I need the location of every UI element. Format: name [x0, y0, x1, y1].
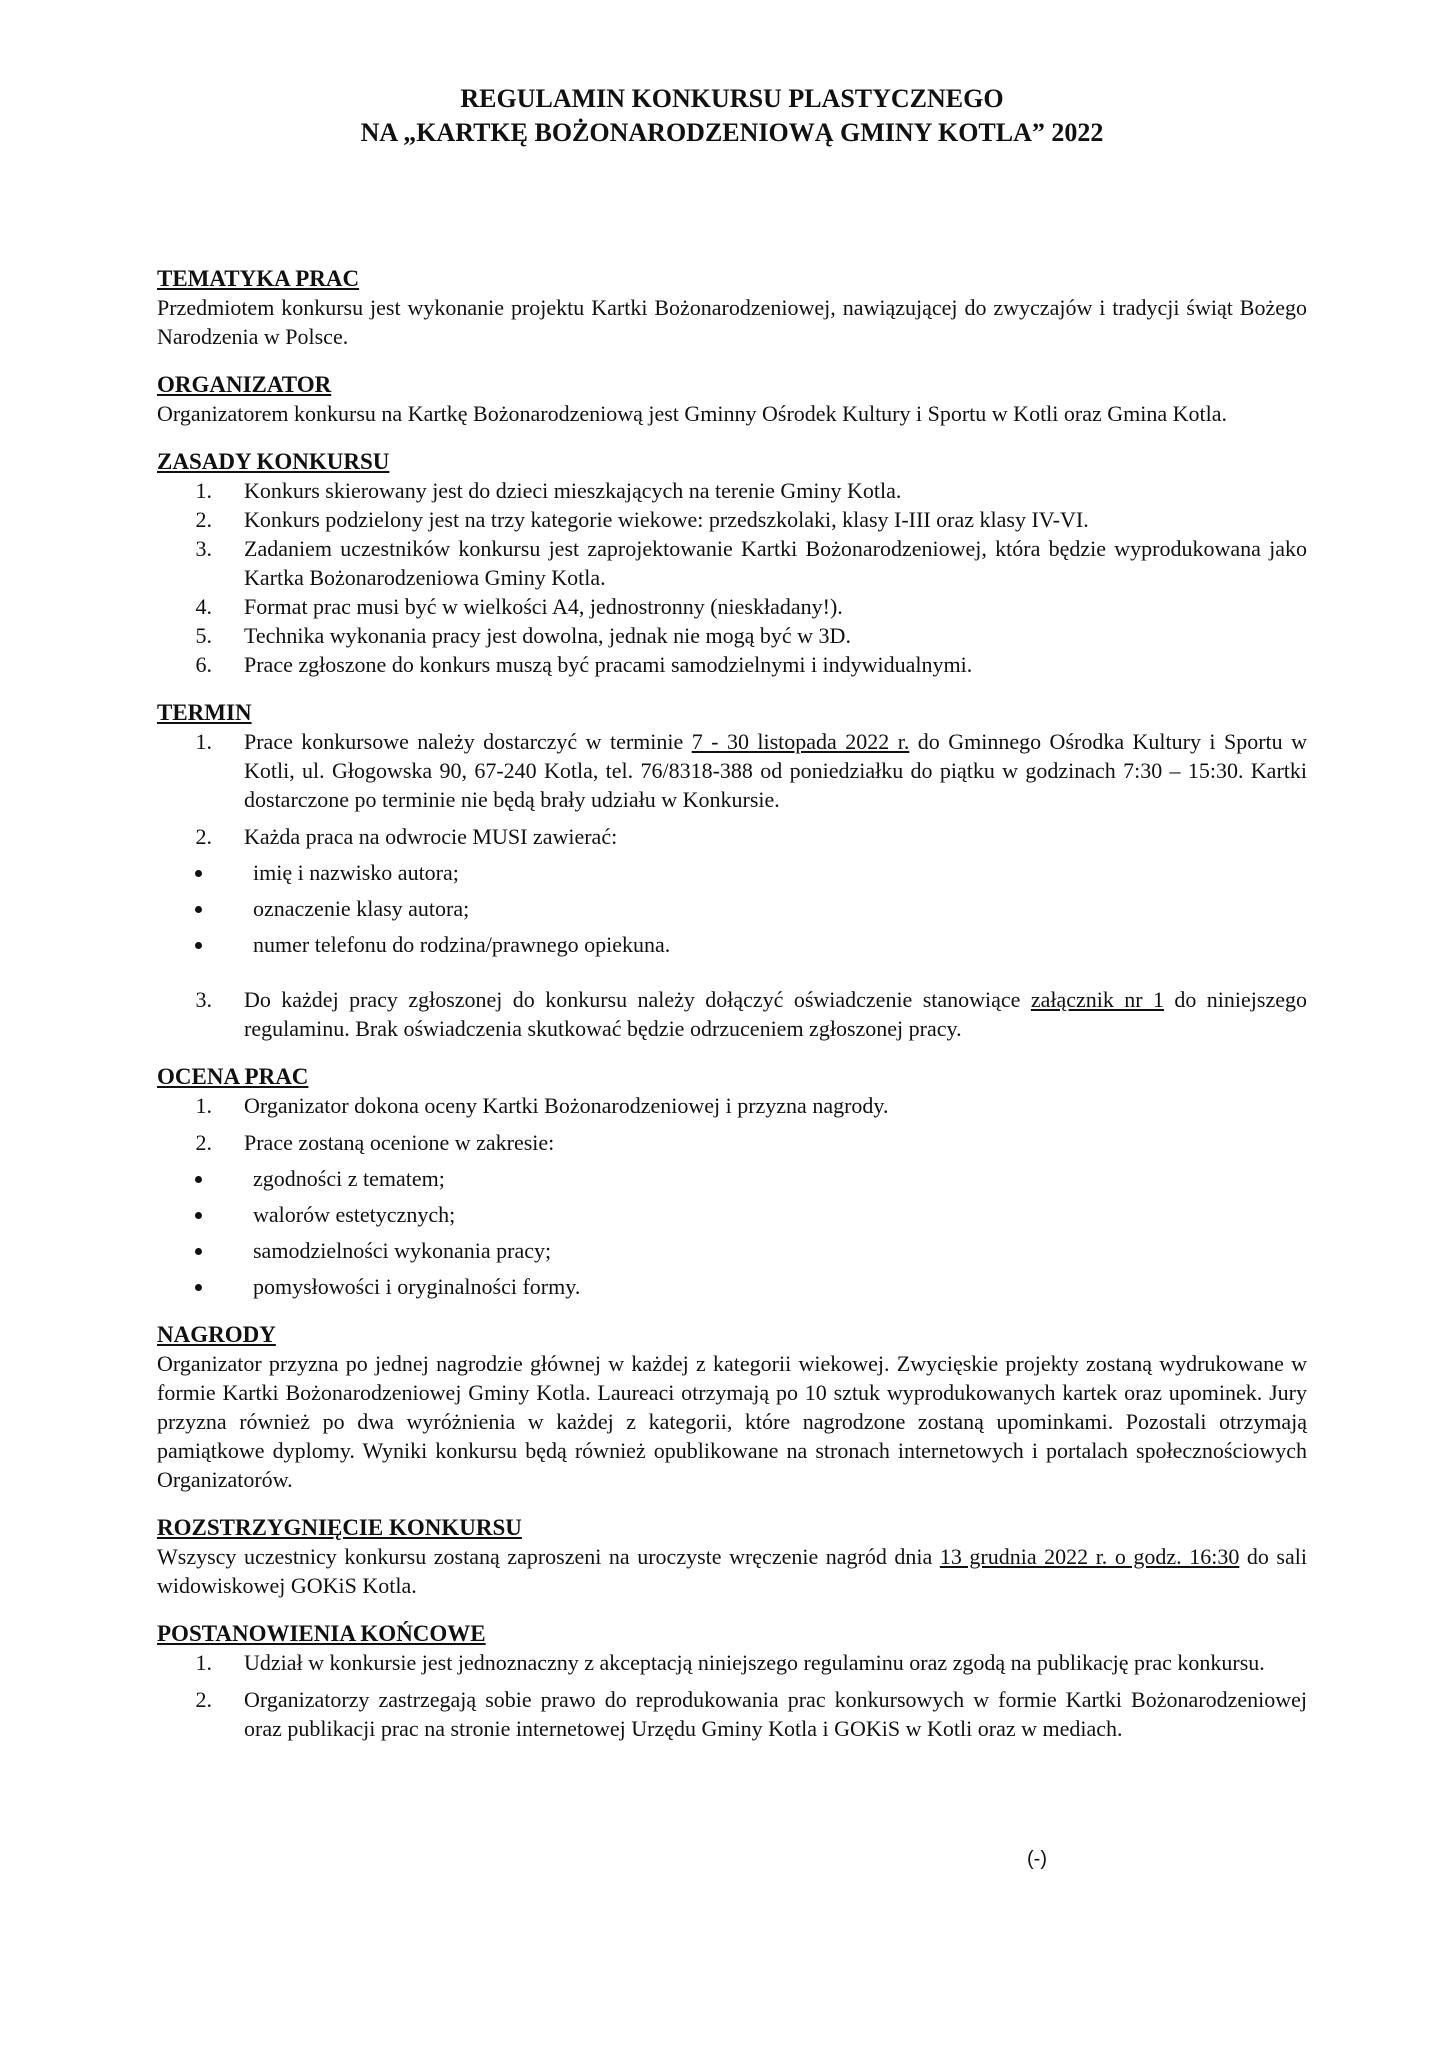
item-text-part: Prace konkursowe należy dostarczyć w terminie — [244, 729, 692, 754]
bullet-item — [157, 1236, 1307, 1265]
item-text: Konkurs podzielony jest na trzy kategorie wiekowe: przedszkolaki, klasy I-III oraz klasy IV-VI. — [244, 507, 1089, 532]
section-heading: ORGANIZATOR — [157, 372, 332, 397]
item-text: Każda praca na odwrocie MUSI zawierać: — [244, 824, 618, 849]
list-item — [157, 1685, 1307, 1743]
item-number: 1. — [195, 1650, 212, 1675]
section-heading: TERMIN — [157, 700, 252, 725]
bullet-text: zgodności z tematem; — [253, 1166, 445, 1191]
title-line-2: NA „KARTKĘ BOŻONARODZENIOWĄ GMINY KOTLA” 2022 — [360, 118, 1104, 147]
section-ocena — [157, 1063, 1307, 1301]
section-heading: ROZSTRZYGNIĘCIE KONKURSU — [157, 1515, 522, 1540]
section-postanowienia — [157, 1620, 1307, 1743]
item-text-part: do Gminnego Ośrodka Kultury i Sportu w Kotli, ul. Głogowska 90, 67-240 Kotla, tel. 76/8318-388 od poniedziałku do piątku w godzinach 7:30 – 15:30. Kartki dostarczone po terminie nie będą brały udziału w Konkursie. — [244, 729, 1307, 812]
bullet-text: imię i nazwisko autora; — [253, 860, 459, 885]
section-rozstrzygniecie — [157, 1514, 1307, 1600]
section-heading: TEMATYKA PRAC — [157, 266, 360, 291]
item-number: 1. — [195, 729, 212, 754]
section-text — [157, 1542, 1307, 1600]
section-text: Przedmiotem konkursu jest wykonanie projektu Kartki Bożonarodzeniowej, nawiązującej do zwyczajów i tradycji świąt Bożego Narodzenia w Polsce. — [157, 295, 1307, 349]
section-organizator — [157, 371, 1307, 428]
list-item — [157, 650, 1307, 679]
bullet-icon — [157, 1200, 253, 1229]
item-text-part: Do każdej pracy zgłoszonej do konkursu należy dołączyć oświadczenie stanowiące — [244, 987, 1031, 1012]
item-number: 3. — [195, 987, 212, 1012]
bullet-item — [157, 930, 1307, 959]
section-heading: NAGRODY — [157, 1322, 276, 1347]
list-item — [157, 621, 1307, 650]
item-number: 1. — [195, 478, 212, 503]
bullet-text: pomysłowości i oryginalności formy. — [253, 1274, 581, 1299]
list-item — [157, 534, 1307, 592]
bullet-icon — [157, 930, 253, 959]
text-part: Wszyscy uczestnicy konkursu zostaną zaproszeni na uroczyste wręczenie nagród dnia — [157, 1544, 940, 1569]
item-number: 2. — [195, 824, 212, 849]
item-text: Konkurs skierowany jest do dzieci mieszkających na terenie Gminy Kotla. — [244, 478, 902, 503]
bullet-text: walorów estetycznych; — [253, 1202, 456, 1227]
list-item — [157, 505, 1307, 534]
item-text: Prace zostaną ocenione w zakresie: — [244, 1130, 555, 1155]
ceremony-date: 13 grudnia 2022 r. o godz. 16:30 — [939, 1544, 1240, 1569]
bullet-icon — [157, 1272, 253, 1301]
item-text: Technika wykonania pracy jest dowolna, jednak nie mogą być w 3D. — [244, 623, 851, 648]
deadline-date: 7 - 30 listopada 2022 r. — [691, 729, 910, 754]
bullet-item — [157, 894, 1307, 923]
title-line-1: REGULAMIN KONKURSU PLASTYCZNEGO — [460, 84, 1004, 113]
item-number: 1. — [195, 1093, 212, 1118]
bullet-item — [157, 1164, 1307, 1193]
list-item — [157, 822, 1307, 851]
list-item — [157, 727, 1307, 814]
section-heading: OCENA PRAC — [157, 1064, 309, 1089]
item-text: Organizator dokona oceny Kartki Bożonarodzeniowej i przyzna nagrody. — [244, 1093, 889, 1118]
document-title — [157, 82, 1307, 150]
list-item — [157, 1091, 1307, 1120]
item-number: 5. — [195, 623, 212, 648]
item-number: 2. — [195, 1687, 212, 1712]
bullet-item — [157, 858, 1307, 887]
final-provisions-list — [157, 1648, 1307, 1743]
section-heading: POSTANOWIENIA KOŃCOWE — [157, 1621, 486, 1646]
bullet-icon — [157, 1236, 253, 1265]
section-nagrody — [157, 1321, 1307, 1494]
item-number: 2. — [195, 1130, 212, 1155]
bullet-icon — [157, 1164, 253, 1193]
item-text: Zadaniem uczestników konkursu jest zaprojektowanie Kartki Bożonarodzeniowej, która będzie wyprodukowana jako Kartka Bożonarodzeniowa Gminy Kotla. — [244, 536, 1307, 590]
item-number: 3. — [195, 536, 212, 561]
bullet-icon — [157, 894, 253, 923]
bullet-icon — [157, 858, 253, 887]
bullet-list — [157, 858, 1307, 959]
list-item — [157, 1128, 1307, 1157]
bullet-text: oznaczenie klasy autora; — [253, 896, 470, 921]
text-part: do sali widowiskowej GOKiS Kotla. — [157, 1544, 1307, 1598]
bullet-item — [157, 1272, 1307, 1301]
item-number: 6. — [195, 652, 212, 677]
bullet-text: numer telefonu do rodzina/prawnego opiekuna. — [253, 932, 671, 957]
item-number: 4. — [195, 594, 212, 619]
section-heading: ZASADY KONKURSU — [157, 449, 390, 474]
list-item — [157, 1648, 1307, 1677]
bullet-list — [157, 1164, 1307, 1301]
rules-list — [157, 476, 1307, 679]
attachment-reference: załącznik nr 1 — [1030, 987, 1165, 1012]
page-footer-mark: (-) — [1027, 1848, 1047, 1870]
section-text: Organizatorem konkursu na Kartkę Bożonarodzeniową jest Gminny Ośrodek Kultury i Sportu w Kotli oraz Gmina Kotla. — [157, 401, 1228, 426]
list-item — [157, 592, 1307, 621]
bullet-item — [157, 1200, 1307, 1229]
item-text — [244, 985, 1307, 1043]
item-text — [244, 727, 1307, 814]
section-text: Organizator przyzna po jednej nagrodzie głównej w każdej z kategorii wiekowej. Zwycięskie projekty zostaną wydrukowane w formie Kartki Bożonarodzeniowej Gminy Kotla. Laureaci otrzymają po 10 sztuk wyprodukowanych kartek oraz upominek. Jury przyzna również po dwa wyróżnienia w każdej z kategorii, które nagrodzone zostaną upominkami. Pozostali otrzymają pamiątkowe dyplomy. Wyniki konkursu będą również opublikowane na stronach internetowych i portalach społecznościowych Organizatorów. — [157, 1351, 1307, 1492]
item-text: Prace zgłoszone do konkurs muszą być pracami samodzielnymi i indywidualnymi. — [244, 652, 973, 677]
item-text: Udział w konkursie jest jednoznaczny z akceptacją niniejszego regulaminu oraz zgodą na publikację prac konkursu. — [244, 1650, 1265, 1675]
bullet-text: samodzielności wykonania pracy; — [253, 1238, 552, 1263]
item-text-part: do niniejszego regulaminu. Brak oświadczenia skutkować będzie odrzuceniem zgłoszonej pracy. — [244, 987, 1307, 1041]
section-tematyka — [157, 265, 1307, 351]
item-number: 2. — [195, 507, 212, 532]
section-zasady — [157, 448, 1307, 679]
list-item — [157, 476, 1307, 505]
list-item — [157, 985, 1307, 1043]
item-text: Organizatorzy zastrzegają sobie prawo do reprodukowania prac konkursowych w formie Kartki Bożonarodzeniowej oraz publikacji prac na stronie internetowej Urzędu Gminy Kotla i GOKiS w Kotli oraz w mediach. — [244, 1687, 1307, 1741]
section-termin — [157, 699, 1307, 1043]
item-text: Format prac musi być w wielkości A4, jednostronny (nieskładany!). — [244, 594, 843, 619]
document-page — [157, 82, 1307, 1763]
